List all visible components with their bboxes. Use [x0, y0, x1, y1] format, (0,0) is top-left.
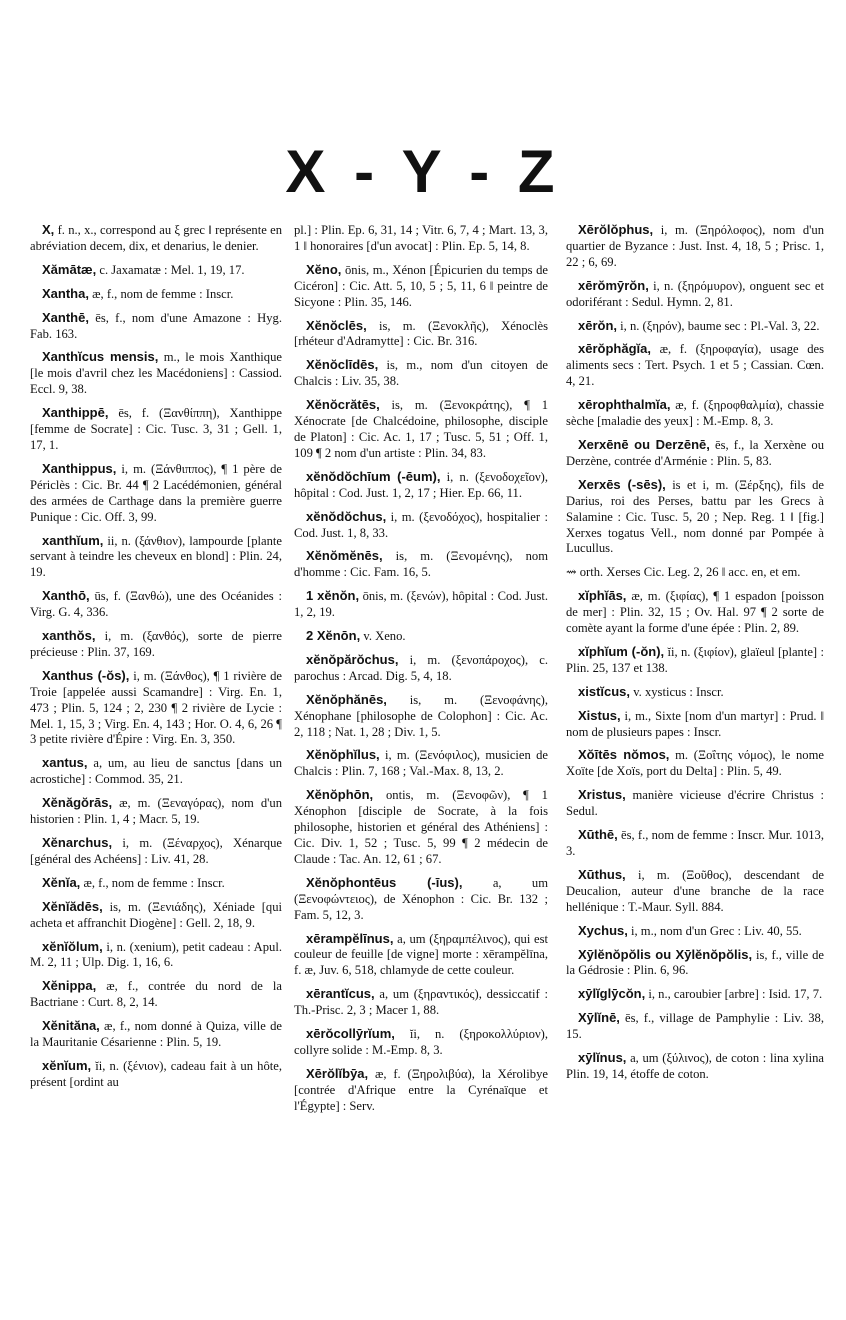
dictionary-entry [30, 755, 282, 788]
dictionary-entry [294, 1026, 548, 1059]
entry-headword: Xĕnŏmĕnēs, [306, 548, 383, 564]
entry-headword: Xērŏlĭbȳa, [306, 1065, 369, 1081]
dictionary-entry [566, 278, 824, 311]
dictionary-entry [294, 628, 548, 645]
entry-headword: xĕnŏpărŏchus, [306, 651, 399, 667]
entry-definition: i, n. (ξηρόμυρον), onguent sec et odoriférant : Sedul. Hymn. 2, 81. [566, 278, 824, 309]
dictionary-entry [30, 668, 282, 749]
dictionary-entry [294, 692, 548, 741]
entry-headword: Xūthus, [578, 866, 626, 882]
entry-headword: Xĕnippa, [42, 978, 97, 994]
dictionary-entry [30, 795, 282, 828]
entry-headword: xanthŏs, [42, 628, 96, 644]
dictionary-entry [294, 548, 548, 581]
dictionary-entry [566, 644, 824, 677]
entry-headword: xantus, [42, 755, 88, 771]
dictionary-entry [30, 939, 282, 972]
dictionary-entry [30, 262, 282, 279]
entry-definition: i, m. (ξενοπάροχος), c. parochus : Arcad. Dig. 5, 4, 18. [294, 652, 548, 683]
entry-headword: xĕnĭŏlum, [42, 938, 103, 954]
dictionary-entry [566, 684, 824, 701]
entry-headword: Xĕnĭădēs, [42, 898, 103, 914]
entry-definition: i, n. (ξενοδοχεῖον), hôpital : Cod. Just. 1, 2, 17 ; Hier. Ep. 66, 11. [294, 469, 548, 500]
entry-headword: Xistus, [578, 707, 621, 723]
entry-headword: Xĕnăgŏrās, [42, 795, 113, 811]
dictionary-entry [566, 827, 824, 860]
entry-definition: i, n. (ξηρόν), baume sec : Pl.-Val. 3, 22. [620, 318, 820, 333]
dictionary-entry [294, 262, 548, 311]
entry-definition: i, m., nom d'un Grec : Liv. 40, 55. [631, 923, 802, 938]
dictionary-entry [30, 286, 282, 303]
entry-definition: a, um (ξηραμπέλινος), qui est couleur de feuille [de vigne] morte : xērampĕlīna, f. æ, Juv. 6, 518, chlamyde de cette couleur. [294, 931, 549, 978]
entry-definition: a, um (ξηραντικός), dessiccatif : Th.-Prisc. 2, 3 ; Macer 1, 88. [294, 987, 548, 1018]
entry-definition: ēs, f. (Ξανθίππη), Xanthippe [femme de Socrate] : Cic. Tusc. 3, 31 ; Gell. 1, 17, 1. [30, 406, 282, 452]
entry-headword: xērŏcollȳrĭum, [306, 1026, 395, 1042]
entry-definition: is, m. (Ξενομένης), nom d'homme : Cic. Fam. 16, 5. [294, 549, 548, 580]
entry-headword: Xanthē, [42, 309, 89, 325]
entry-headword: xanthĭum, [42, 532, 104, 548]
entry-headword: Xĕnŏphĭlus, [306, 747, 380, 763]
entry-definition: is et i, m. (Ξέρξης), fils de Darius, roi des Perses, battu par les Grecs à Salamine : Cic. Tusc. 5, 20 ; Nep. Reg. 1 ‖ [fig.] Xerxes togatus Vell., nom donné par Pompée à Lucullus. [566, 477, 824, 556]
dictionary-entry [566, 708, 824, 741]
entry-definition: f. n., x., correspond au ξ grec ‖ représente en abréviation decem, dix, et denarius, le denier. [30, 223, 282, 253]
dictionary-column-3 [566, 222, 824, 1090]
entry-headword: xĕnĭum, [42, 1057, 92, 1073]
entry-definition: ūs, f. (Ξανθώ), une des Océanides : Virg. G. 4, 336. [30, 589, 282, 620]
entry-definition: i, m. (Ξοῦθος), descendant de Deucalion, auteur d'une branche de la race hellénique : T.-Maur. Syll. 884. [566, 867, 824, 914]
entry-headword: Xĕnŏphōn, [306, 787, 374, 803]
entry-headword: Xerxēnē ou Derzēnē, [578, 436, 710, 452]
entry-definition: æ, m. (Ξεναγόρας), nom d'un historien : Plin. 1, 4 ; Macr. 5, 19. [30, 796, 282, 827]
dictionary-entry [566, 923, 824, 940]
entry-headword: xĭphĭās, [578, 588, 627, 604]
entry-headword: Xūthē, [578, 827, 618, 843]
entry-headword: Xerxēs (-sēs), [578, 476, 666, 492]
entry-headword: Xĕnităna, [42, 1018, 100, 1034]
dictionary-entry [30, 222, 282, 255]
entry-headword: xȳlĭglȳcŏn, [578, 986, 646, 1002]
entry-headword: Xanthippē, [42, 405, 109, 421]
entry-headword: Xychus, [578, 922, 628, 938]
entry-definition: is, m. (Ξενοκλῆς), Xénoclès [rhéteur d'Adramytte] : Cic. Br. 316. [294, 318, 548, 349]
entry-headword: xērophthalmĭa, [578, 397, 671, 413]
entry-definition: i, n., caroubier [arbre] : Isid. 17, 7. [648, 987, 823, 1002]
dictionary-entry [294, 787, 548, 868]
dictionary-entry [294, 931, 548, 980]
entry-headword: xistĭcus, [578, 683, 631, 699]
entry-definition: ĭi, n. (ξιφίον), glaïeul [plante] : Plin. 25, 137 et 138. [566, 644, 824, 675]
dictionary-entry [30, 628, 282, 661]
entry-definition: a, um (ξύλινος), de coton : lina xylina Plin. 19, 14, étoffe de coton. [566, 1051, 824, 1081]
entry-definition: æ, f., nom de femme : Inscr. [83, 875, 225, 890]
dictionary-entry [566, 564, 824, 581]
entry-definition: æ, f. (ξηροφθαλμία), chassie sèche [maladie des yeux] : M.-Emp. 8, 3. [566, 398, 825, 429]
dictionary-entry [30, 588, 282, 621]
entry-definition: ōnis, m. (ξενών), hôpital : Cod. Just. 1, 2, 19. [294, 589, 548, 620]
dictionary-entry [294, 1066, 548, 1115]
entry-definition: ⇝ orth. Xerses Cic. Leg. 2, 26 ‖ acc. en, et em. [566, 565, 801, 580]
entry-headword: Xĕnĭa, [42, 874, 81, 890]
entry-headword: xĕnŏdŏchīum (-ēum), [306, 468, 441, 484]
entry-headword: xērŏphăgĭa, [578, 341, 651, 357]
page-title: X - Y - Z [285, 138, 561, 205]
entry-headword: Xērŏlŏphus, [578, 222, 654, 237]
dictionary-entry [30, 310, 282, 343]
entry-definition: æ, f., nom de femme : Inscr. [92, 286, 234, 301]
dictionary-entry [566, 222, 824, 271]
dictionary-entry [566, 867, 824, 916]
dictionary-entry [294, 222, 548, 255]
entry-definition: m., le mois Xanthique [le mois d'avril chez les Macédoniens] : Cassiod. Eccl. 9, 38. [30, 350, 282, 397]
dictionary-entry [294, 509, 548, 542]
entry-definition: ii, n. (ξάνθιον), lampourde [plante servant à teindre les cheveux en blond] : Plin. 24, 19. [30, 533, 282, 580]
entry-definition: a, um, au lieu de sanctus [dans un acrostiche] : Commod. 35, 21. [30, 756, 283, 787]
entry-definition: i, m. (Ξάνθιππος), ¶ 1 père de Périclès : Cic. Br. 44 ¶ 2 Lacédémonien, général des armées de Carthage dans la première guerre Punique : Cic. Off. 3, 99. [30, 461, 282, 524]
entry-headword: Xȳlĕnŏpŏlis ou Xȳlĕnŏpŏlis, [578, 946, 753, 962]
dictionary-entry [294, 986, 548, 1019]
entry-definition: is, f., ville de la Gédrosie : Plin. 6, 96. [566, 947, 824, 978]
entry-headword: Xanthĭcus mensis, [42, 349, 159, 365]
dictionary-entry [30, 978, 282, 1011]
dictionary-entry [30, 461, 282, 526]
entry-definition: a, um (Ξενοφώντειος), de Xénophon : Cic. Br. 132 ; Fam. 5, 12, 3. [294, 875, 548, 922]
dictionary-entry [30, 1058, 282, 1091]
dictionary-entry [566, 437, 824, 470]
dictionary-entry [294, 397, 548, 462]
dictionary-entry [294, 875, 548, 924]
dictionary-entry [30, 405, 282, 454]
entry-definition: ĭi, n. (ξηροκολλύριον), collyre solide : M.-Emp. 8, 3. [294, 1027, 548, 1057]
entry-definition: i, n. (xenium), petit cadeau : Apul. M. 2, 11 ; Ulp. Dig. 1, 16, 6. [30, 939, 282, 970]
entry-definition: is, m. (Ξενιάδης), Xéniade [qui acheta et affranchit Diogène] : Gell. 2, 18, 9. [30, 899, 282, 930]
dictionary-entry [566, 986, 824, 1003]
dictionary-entry [30, 349, 282, 398]
entry-definition: ĭi, n. (ξένιον), cadeau fait à un hôte, présent [ordint au [30, 1058, 282, 1089]
entry-definition: ontis, m. (Ξενοφῶν), ¶ 1 Xénophon [disciple de Socrate, à la fois philosophe, historien et général des Athéniens] : Cic. Div. 1, 52 ; Tusc. 5, 99 ¶ 2 médecin de Claude : Tac. An. 12, 61 ; 67. [294, 788, 548, 866]
entry-definition: is, m. (Ξενοφάνης), Xénophane [philosophe de Colophon] : Cic. Ac. 2, 118 ; Nat. 1, 28 ; Div. 1, 5. [294, 692, 548, 739]
entry-headword: Xanthus (-ŏs), [42, 667, 130, 683]
dictionary-entry [30, 835, 282, 868]
entry-headword: Xristus, [578, 787, 626, 803]
entry-headword: Xĕnŏphănēs, [306, 691, 387, 707]
dictionary-entry [566, 1050, 824, 1083]
entry-definition: æ, f., contrée du nord de la Bactriane : Curt. 8, 2, 14. [30, 979, 282, 1010]
dictionary-entry [566, 747, 824, 780]
entry-definition: æ, f. (ξηροφαγία), usage des aliments secs : Tert. Psych. 1 et 5 ; Cassian. Cœn. 4, 21. [566, 342, 824, 389]
entry-headword: Xanthippus, [42, 460, 117, 476]
dictionary-entry [30, 1018, 282, 1051]
dictionary-entry [30, 533, 282, 582]
dictionary-entry [294, 747, 548, 780]
entry-definition: ōnis, m., Xénon [Épicurien du temps de Cicéron] : Cic. Att. 5, 10, 5 ; 5, 11, 6 ‖ peintre de Sicyone : Plin. 35, 146. [294, 262, 548, 309]
entry-headword: Xămātæ, [42, 261, 97, 277]
entry-headword: xĕnŏdŏchus, [306, 508, 387, 524]
entry-definition: pl.] : Plin. Ep. 6, 31, 14 ; Vitr. 6, 7, 4 ; Mart. 13, 3, 1 ‖ honoraires [d'un avocat] : Plin. Ep. 5, 14, 8. [294, 223, 548, 253]
entry-headword: xērampĕlīnus, [306, 930, 394, 946]
entry-headword: Xĕno, [306, 261, 342, 277]
dictionary-entry [566, 477, 824, 558]
dictionary-entry [566, 588, 824, 637]
entry-definition: ēs, f., nom d'une Amazone : Hyg. Fab. 163. [30, 310, 282, 341]
entry-headword: Xĕnŏclēs, [306, 317, 367, 333]
entry-definition: ēs, f., nom de femme : Inscr. Mur. 1013, 3. [566, 828, 824, 858]
entry-definition: æ, f., nom donné à Quiza, ville de la Mauritanie Césarienne : Plin. 5, 19. [30, 1019, 282, 1050]
entry-headword: Xĕnŏclīdēs, [306, 357, 379, 373]
dictionary-entry [294, 469, 548, 502]
entry-headword: xĭphĭum (-ŏn), [578, 643, 665, 659]
entry-definition: i, m. (Ξηρόλοφος), nom d'un quartier de Byzance : Just. Inst. 4, 18, 5 ; Prisc. 1, 22 ; 6, 69. [566, 223, 824, 269]
dictionary-entry [294, 588, 548, 621]
entry-definition: i, m. (Ξάνθος), ¶ 1 rivière de Troie [appelée aussi Scamandre] : Virg. En. 1, 473 ; Plin. 5, 124 ; 2, 230 ¶ 2 rivière de Lycie : Mel. 1, 15, 3 ; Virg. En. 4, 143 ; Hor. O. 4, 6, 26 ¶ 3 petite rivière d'Épire : Virg. En. 3, 350. [30, 668, 282, 747]
entry-definition: æ, m. (ξιφίας), ¶ 1 espadon [poisson de mer] : Plin. 32, 15 ; Ov. Hal. 97 ¶ 2 sorte de comète ayant la forme d'une épée : Plin. 2, 89. [566, 589, 824, 636]
entry-definition: i, m. (Ξενόφιλος), musicien de Chalcis : Plin. 7, 168 ; Val.-Max. 8, 13, 2. [294, 748, 548, 779]
entry-headword: Xantha, [42, 285, 89, 301]
entry-definition: i, m. (ξανθός), sorte de pierre précieuse : Plin. 37, 169. [30, 629, 282, 659]
entry-definition: i, m., Sixte [nom d'un martyr] : Prud. ‖ nom de plusieurs papes : Inscr. [566, 708, 824, 739]
entry-headword: 1 xĕnŏn, [306, 588, 360, 604]
entry-definition: is, m., nom d'un citoyen de Chalcis : Liv. 35, 38. [294, 358, 548, 389]
entry-headword: Xĕnŏphontēus (-īus), [306, 874, 463, 890]
entry-headword: xȳlĭnus, [578, 1050, 627, 1066]
dictionary-entry [566, 341, 824, 390]
entry-definition: manière vicieuse d'écrire Christus : Sedul. [566, 788, 824, 819]
entry-definition: i, m. (ξενοδόχος), hospitalier : Cod. Just. 1, 8, 33. [294, 509, 548, 540]
dictionary-column-1 [30, 222, 282, 1098]
dictionary-entry [294, 318, 548, 351]
entry-definition: is, m. (Ξενοκράτης), ¶ 1 Xénocrate [de Chalcédoine, philosophe, disciple de Platon] : Cic. Ac. 1, 17 ; Tusc. 5, 51 ; Off. 1, 109 ¶ 2 nom d'un artiste : Plin. 34, 83. [294, 398, 548, 460]
entry-headword: 2 Xĕnōn, [306, 628, 361, 644]
entry-definition: ēs, f., village de Pamphylie : Liv. 38, 15. [566, 1011, 824, 1042]
entry-headword: X, [42, 222, 55, 237]
entry-headword: Xĕnŏcrătēs, [306, 397, 380, 413]
dictionary-entry [30, 875, 282, 892]
dictionary-entry [294, 357, 548, 390]
dictionary-entry [566, 318, 824, 335]
dictionary-entry [30, 899, 282, 932]
dictionary-entry [566, 947, 824, 980]
entry-headword: xērŏn, [578, 317, 618, 333]
dictionary-entry [566, 1010, 824, 1043]
entry-definition: m. (Ξοΐτης νόμος), le nome Xoïte [de Xoïs, port du Delta] : Plin. 5, 49. [566, 748, 824, 779]
entry-definition: v. xysticus : Inscr. [633, 684, 724, 699]
entry-definition: v. Xeno. [363, 629, 406, 644]
entry-headword: xērŏmȳrŏn, [578, 277, 649, 293]
dictionary-entry [566, 787, 824, 820]
entry-headword: Xŏītēs nŏmos, [578, 747, 670, 763]
entry-headword: xērantĭcus, [306, 986, 375, 1002]
entry-headword: Xĕnarchus, [42, 835, 113, 850]
entry-definition: ēs, f., la Xerxène ou Derzène, contrée d'Arménie : Plin. 5, 83. [566, 437, 824, 468]
entry-definition: æ, f. (Ξηρολιβύα), la Xérolibye [contrée d'Afrique entre la Cyrénaïque et l'Égypte] : Serv. [294, 1066, 548, 1113]
entry-definition: i, m. (Ξέναρχος), Xénarque [général des Achéens] : Liv. 41, 28. [30, 836, 282, 866]
entry-definition: c. Jaxamatæ : Mel. 1, 19, 17. [99, 262, 245, 277]
entry-headword: Xanthō, [42, 588, 90, 604]
dictionary-entry [294, 652, 548, 685]
dictionary-column-2 [294, 222, 548, 1122]
entry-headword: Xȳlĭnē, [578, 1010, 620, 1026]
dictionary-entry [566, 397, 824, 430]
